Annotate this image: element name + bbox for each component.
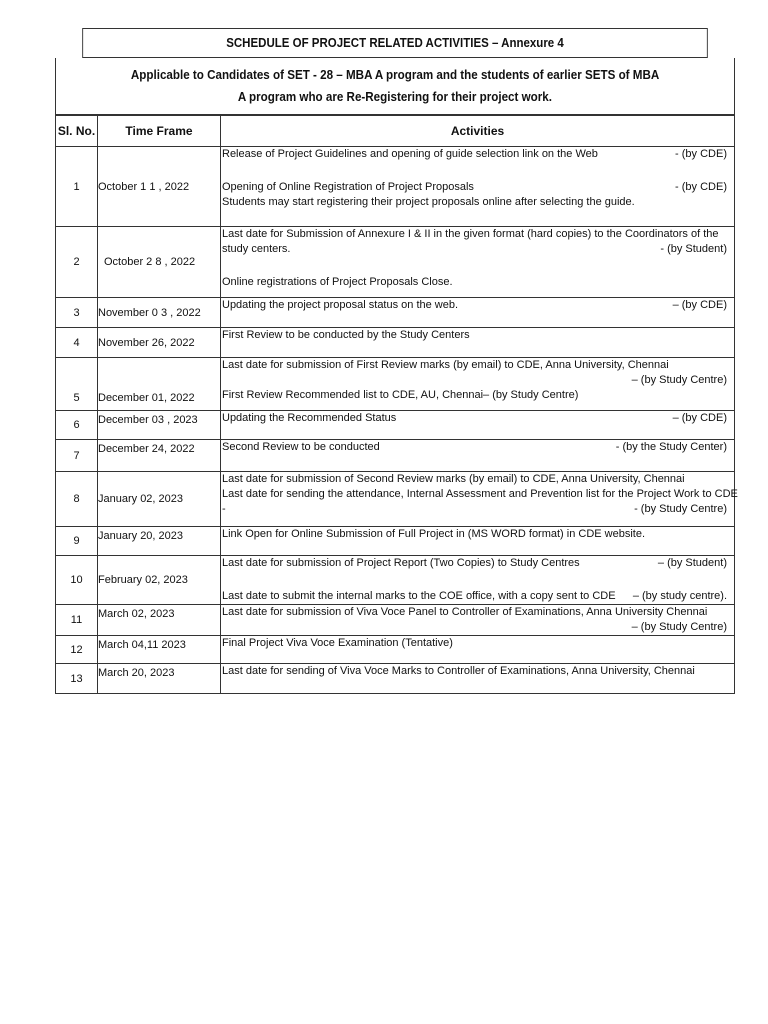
header-time-frame: Time Frame [98, 116, 221, 147]
responsible-party: - (by the Study Center) [615, 441, 727, 453]
activity-line [222, 195, 733, 210]
row-activities [221, 527, 735, 556]
responsible-party: – (by CDE) [672, 299, 727, 311]
activity-lines [221, 298, 734, 313]
activity-text: Last date for submission of Second Review marks (by email) to CDE, Anna University, Chennai [222, 473, 685, 485]
row-time-frame [98, 605, 221, 636]
table-row [56, 440, 735, 472]
header-sl-no: Sl. No. [56, 116, 98, 147]
row-activities [221, 411, 735, 440]
row-sl-no: 11 [56, 605, 98, 636]
activity-lines [221, 556, 734, 604]
activity-text: Last date for Submission of Annexure I & II in the given format (hard copies) to the Coordinators of the [222, 228, 719, 240]
activity-line [222, 556, 733, 571]
row-time-frame [98, 664, 221, 694]
activity-text: Last date to submit the internal marks to the COE office, with a copy sent to CDE [222, 590, 616, 602]
row-activities [221, 358, 735, 411]
schedule-document [55, 28, 738, 694]
row-activities [221, 472, 738, 527]
activity-line [222, 487, 738, 502]
activity-line [222, 147, 733, 162]
responsible-party: - (by Study Centre) [634, 503, 727, 515]
row-sl-no: 9 [56, 527, 98, 556]
time-frame-text: October 2 8 , 2022 [104, 256, 196, 268]
time-frame-text: February 02, 2023 [98, 574, 188, 586]
activity-text: Last date for sending the attendance, Internal Assessment and Prevention list for the Project Work to CDE [222, 488, 738, 500]
row-sl-no: 8 [56, 472, 98, 527]
responsible-party: - (by Student) [660, 243, 727, 255]
activity-line [222, 358, 733, 373]
row-sl-no: 5 [56, 358, 98, 411]
activity-line [222, 527, 733, 542]
time-frame-text: January 20, 2023 [98, 530, 184, 542]
activity-text: First Review to be conducted by the Study Centers [222, 329, 470, 341]
table-row [56, 328, 735, 358]
activity-text: Online registrations of Project Proposals Close. [222, 276, 453, 288]
table-row [56, 411, 735, 440]
row-time-frame [98, 556, 221, 605]
activity-lines [221, 147, 734, 210]
header-activities: Activities [221, 116, 735, 147]
row-sl-no: 13 [56, 664, 98, 694]
row-sl-no: 1 [56, 147, 98, 227]
row-time-frame [98, 527, 221, 556]
activity-lines [221, 472, 738, 517]
row-time-frame [98, 328, 221, 358]
row-time-frame [98, 440, 221, 472]
time-frame-text: January 02, 2023 [98, 493, 184, 505]
responsible-party: – (by Study Centre) [631, 621, 727, 633]
row-activities [221, 664, 735, 694]
activity-line [222, 440, 733, 455]
activity-line [222, 227, 733, 242]
activity-line [222, 180, 733, 195]
activity-line [222, 664, 733, 679]
table-row [56, 472, 735, 527]
row-activities [221, 636, 735, 664]
activity-text: Release of Project Guidelines and opening of guide selection link on the Web [222, 148, 598, 160]
activity-text: study centers. [222, 243, 291, 255]
activity-line [222, 636, 733, 651]
table-row [56, 527, 735, 556]
row-sl-no: 2 [56, 227, 98, 298]
table-row [56, 227, 735, 298]
activity-lines [221, 411, 734, 426]
activity-text: Opening of Online Registration of Project Proposals [222, 181, 474, 193]
time-frame-text: March 04,11 2023 [98, 639, 186, 651]
activity-line [222, 373, 733, 388]
activity-line [222, 605, 733, 620]
activity-text: Last date for sending of Viva Voce Marks to Controller of Examinations, Anna University, Chennai [222, 665, 695, 677]
activity-text: Last date for submission of Viva Voce Panel to Controller of Examinations, Anna University Chennai [222, 606, 708, 618]
row-activities [221, 328, 735, 358]
table-header-row [56, 116, 735, 147]
activity-line [222, 502, 733, 517]
responsible-party: – (by study centre). [632, 590, 727, 602]
subtitle-line-1: Applicable to Candidates of SET - 28 – MBA A program and the students of earlier SETS of MBA [130, 68, 660, 82]
activity-line [222, 472, 733, 487]
activity-text: Link Open for Online Submission of Full Project in (MS WORD format) in CDE website. [222, 528, 646, 540]
activity-text: Final Project Viva Voce Examination (Tentative) [222, 637, 453, 649]
row-time-frame [98, 298, 221, 328]
row-sl-no: 3 [56, 298, 98, 328]
table-row [56, 358, 735, 411]
row-time-frame [98, 636, 221, 664]
activity-text: Students may start registering their project proposals online after selecting the guide. [222, 196, 635, 208]
row-activities [221, 147, 735, 227]
row-time-frame [98, 227, 221, 298]
time-frame-text: March 02, 2023 [98, 608, 175, 620]
row-time-frame [98, 411, 221, 440]
activity-lines [221, 527, 734, 542]
activity-text: - [222, 503, 226, 515]
activity-lines [221, 605, 734, 635]
row-time-frame [98, 472, 221, 527]
row-time-frame [98, 147, 221, 227]
responsible-party: - (by CDE) [675, 148, 727, 160]
activity-text: Last date for submission of First Review marks (by email) to CDE, Anna University, Chennai [222, 359, 669, 371]
time-frame-text: December 03 , 2023 [98, 414, 198, 426]
table-row [56, 147, 735, 227]
responsible-party: – (by Student) [657, 557, 727, 569]
responsible-party: – (by Study Centre) [631, 374, 727, 386]
row-sl-no: 12 [56, 636, 98, 664]
row-sl-no: 6 [56, 411, 98, 440]
activity-line [222, 589, 733, 604]
row-sl-no: 4 [56, 328, 98, 358]
activity-lines [221, 227, 734, 290]
table-row [56, 664, 735, 694]
activity-line [222, 388, 733, 403]
row-activities [221, 556, 735, 605]
activity-line [222, 411, 733, 426]
time-frame-text: December 01, 2022 [98, 392, 195, 404]
activity-text: First Review Recommended list to CDE, AU, Chennai– (by Study Centre) [222, 389, 579, 401]
row-activities [221, 227, 735, 298]
table-row [56, 605, 735, 636]
activity-lines [221, 328, 734, 343]
activity-line [222, 620, 733, 635]
table-row [56, 556, 735, 605]
document-subtitle [55, 58, 735, 115]
activity-text: Second Review to be conducted [222, 441, 380, 453]
line-gap [222, 257, 733, 275]
time-frame-text: November 0 3 , 2022 [98, 306, 201, 319]
row-activities [221, 605, 735, 636]
activity-lines [221, 664, 734, 679]
row-time-frame [98, 358, 221, 411]
line-gap [222, 571, 733, 589]
responsible-party: - (by CDE) [675, 181, 727, 193]
time-frame-text: October 1 1 , 2022 [98, 180, 190, 193]
line-gap [222, 162, 733, 180]
activity-line [222, 275, 733, 290]
activity-lines [221, 440, 734, 455]
activity-text: Updating the project proposal status on the web. [222, 299, 459, 311]
time-frame-text: November 26, 2022 [98, 336, 195, 349]
row-sl-no: 10 [56, 556, 98, 605]
row-sl-no: 7 [56, 440, 98, 472]
activity-lines [221, 636, 734, 651]
row-activities [221, 298, 735, 328]
time-frame-text: December 24, 2022 [98, 443, 195, 455]
responsible-party: – (by CDE) [672, 412, 727, 424]
document-title: SCHEDULE OF PROJECT RELATED ACTIVITIES – Annexure 4 [82, 28, 708, 58]
activity-text: Updating the Recommended Status [222, 412, 397, 424]
table-row [56, 636, 735, 664]
activity-line [222, 242, 733, 257]
activity-text: Last date for submission of Project Report (Two Copies) to Study Centres [222, 557, 580, 569]
subtitle-line-2: A program who are Re-Registering for their project work. [237, 90, 553, 104]
table-row [56, 298, 735, 328]
schedule-table [55, 115, 738, 694]
activity-line [222, 298, 733, 313]
activity-lines [221, 358, 734, 403]
time-frame-text: March 20, 2023 [98, 667, 175, 679]
activity-line [222, 328, 733, 343]
row-activities [221, 440, 735, 472]
